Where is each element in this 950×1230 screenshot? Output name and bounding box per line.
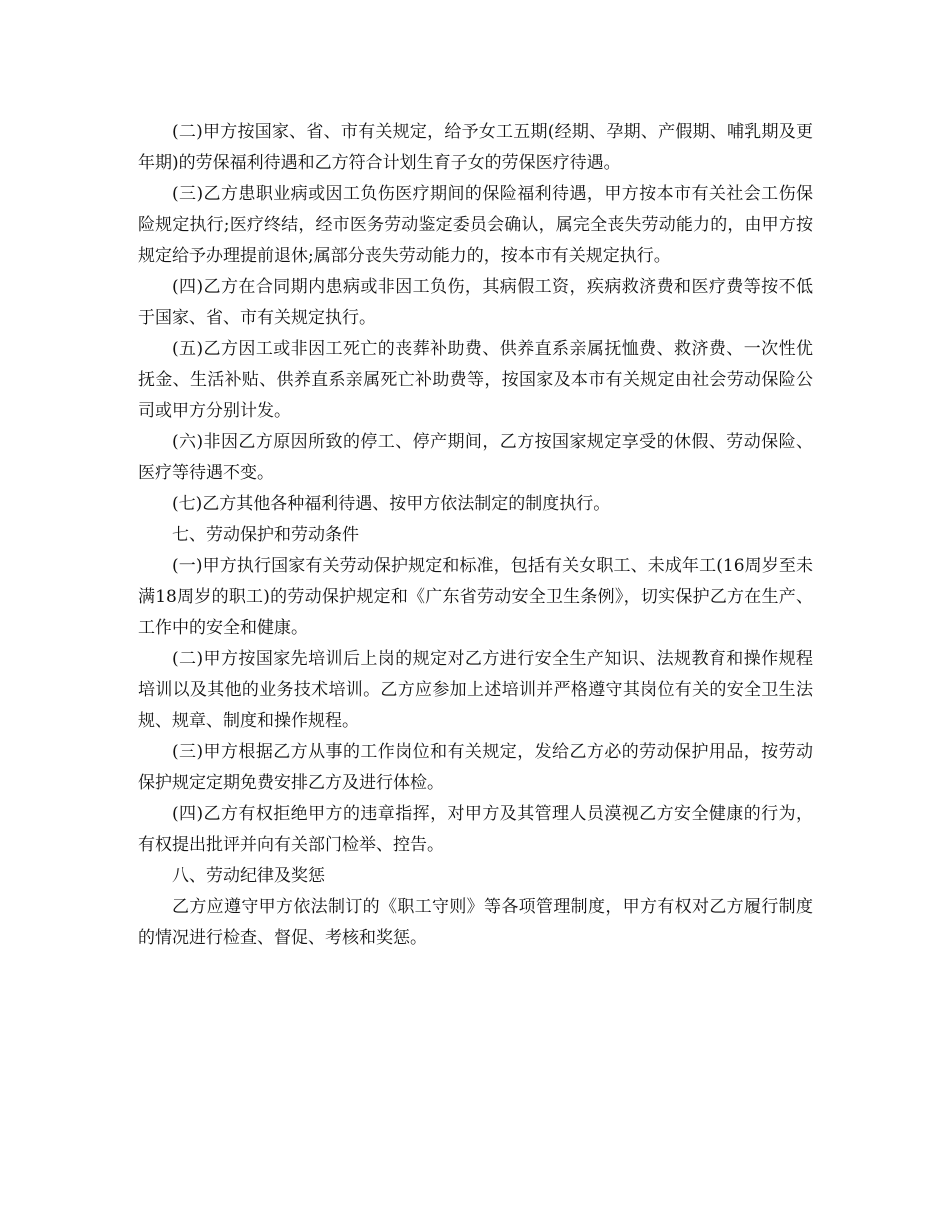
- section-heading-discipline: 八、劳动纪律及奖惩: [172, 866, 325, 886]
- paragraph-2-female-benefits: (二)甲方按国家、省、市有关规定，给予女工五期(经期、孕期、产假期、哺乳期及更年期)的劳保福利待遇和乙方符合计划生育子女的劳保医疗待遇。: [138, 122, 813, 173]
- paragraph-5-death-benefits: (五)乙方因工或非因工死亡的丧葬补助费、供养直系亲属抚恤费、救济费、一次性优抚金、生活补贴、供养直系亲属死亡补助费等，按国家及本市有关规定由社会劳动保险公司或甲方分别计发。: [138, 339, 813, 421]
- paragraph-1-protection-standards: (一)甲方执行国家有关劳动保护规定和标准，包括有关女职工、未成年工(16周岁至未满18周岁的职工)的劳动保护规定和《广东省劳动安全卫生条例》，切实保护乙方在生产、工作中的安全和健康。: [138, 556, 813, 638]
- paragraph-employee-rules: 乙方应遵守甲方依法制订的《职工守则》等各项管理制度，甲方有权对乙方履行制度的情况进行检查、督促、考核和奖惩。: [138, 897, 813, 948]
- paragraph-4-refuse-violations: (四)乙方有权拒绝甲方的违章指挥，对甲方及其管理人员漠视乙方安全健康的行为，有权提出批评并向有关部门检举、控告。: [138, 804, 813, 855]
- section-heading-labor-protection: 七、劳动保护和劳动条件: [172, 525, 359, 545]
- paragraph-4-sick-leave: (四)乙方在合同期内患病或非因工负伤，其病假工资，疾病救济费和医疗费等按不低于国家、省、市有关规定执行。: [138, 277, 813, 328]
- paragraph-7-other-benefits: (七)乙方其他各种福利待遇、按甲方依法制定的制度执行。: [172, 494, 611, 514]
- paragraph-3-protective-equipment: (三)甲方根据乙方从事的工作岗位和有关规定，发给乙方必的劳动保护用品，按劳动保护规定定期免费安排乙方及进行体检。: [138, 742, 813, 793]
- document-body: [138, 117, 813, 954]
- paragraph-2-training: (二)甲方按国家先培训后上岗的规定对乙方进行安全生产知识、法规教育和操作规程培训以及其他的业务技术培训。乙方应参加上述培训并严格遵守其岗位有关的安全卫生法规、规章、制度和操作规程。: [138, 649, 813, 731]
- paragraph-6-work-stoppage: (六)非因乙方原因所致的停工、停产期间，乙方按国家规定享受的休假、劳动保险、医疗等待遇不变。: [138, 432, 813, 483]
- paragraph-3-occupational-injury: (三)乙方患职业病或因工负伤医疗期间的保险福利待遇，甲方按本市有关社会工伤保险规定执行;医疗终结，经市医务劳动鉴定委员会确认，属完全丧失劳动能力的，由甲方按规定给予办理提前退休;属部分丧失劳动能力的，按本市有关规定执行。: [138, 184, 813, 266]
